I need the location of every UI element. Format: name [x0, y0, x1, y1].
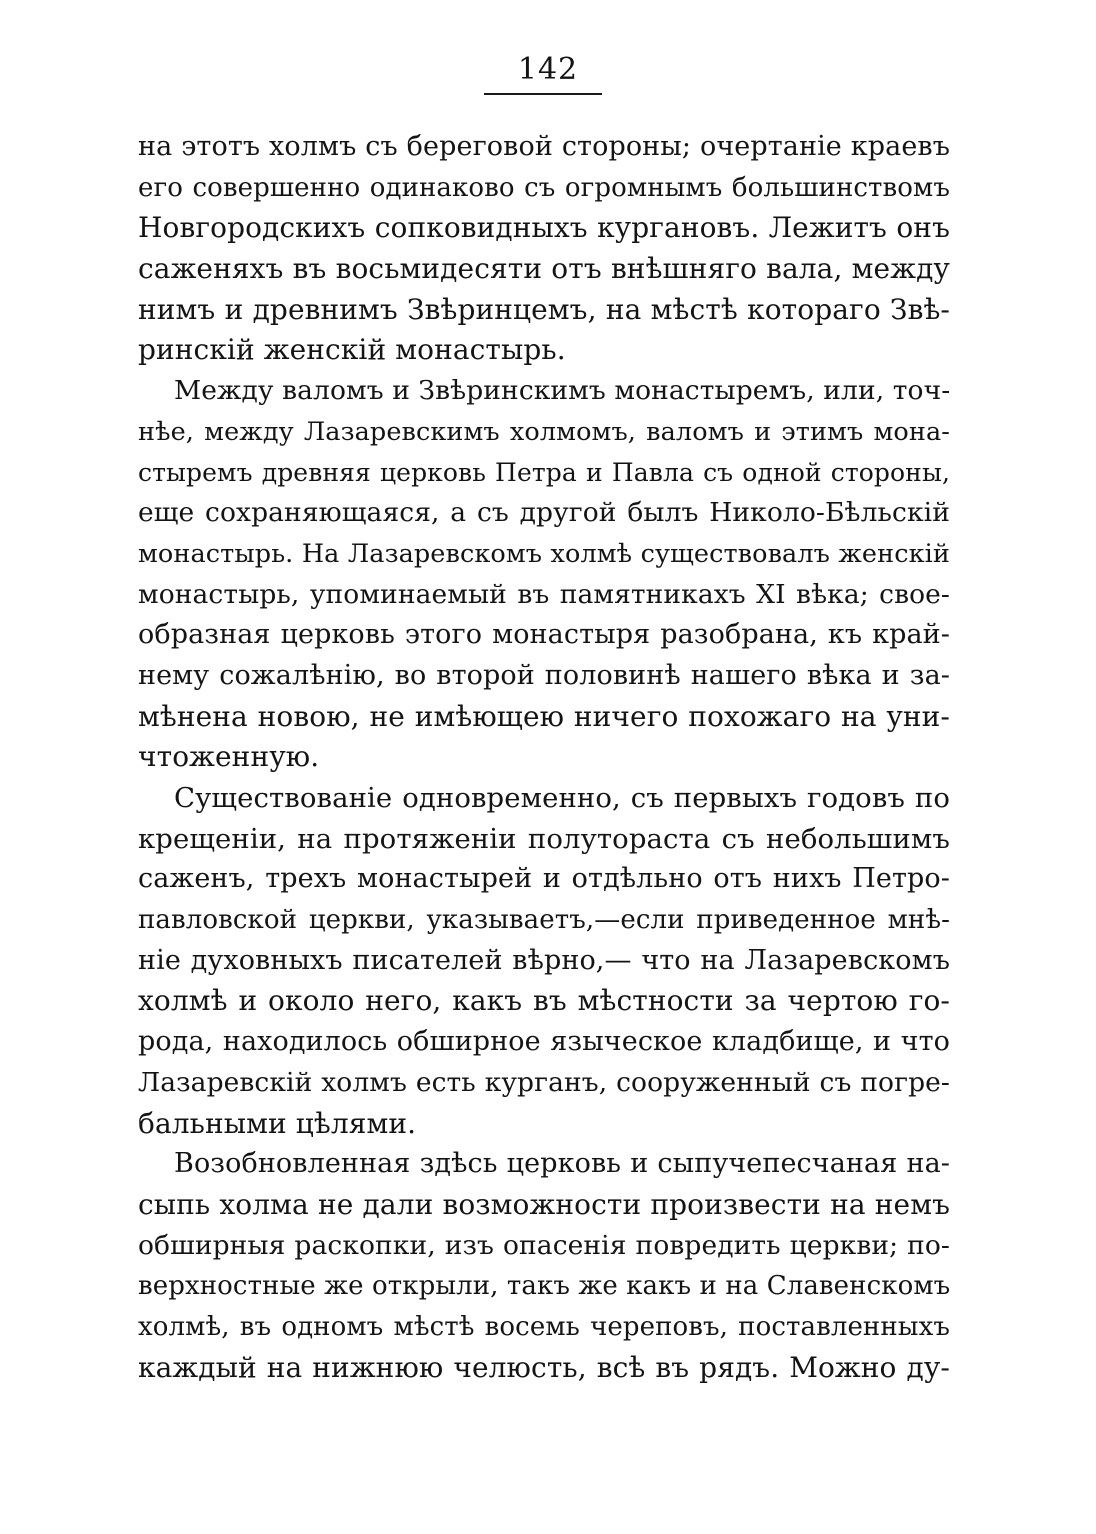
- text-line: чтоженную.: [138, 740, 320, 774]
- text-line: бальными цѣлями.: [138, 1106, 417, 1140]
- text-line: стыремъ древняя церковь Петра и Павла съ одной стороны,: [138, 457, 950, 487]
- text-line: холмѣ, въ одномъ мѣстѣ восемь череповъ, поставленныхъ: [138, 1311, 950, 1342]
- text-line: на этотъ холмъ съ береговой стороны; очертанiе краевъ: [138, 131, 950, 162]
- text-line: Существованiе одновременно, съ первыхъ годовъ по: [174, 782, 950, 814]
- text-line: еще сохраняющаяся, а съ другой былъ Николо-Бѣльскiй: [138, 497, 950, 529]
- text-line: Лазаревскiй холмъ есть курганъ, сооруженный съ погре-: [138, 1066, 950, 1098]
- text-line: нимъ и древнимъ Звѣринцемъ, на мѣстѣ котораго Звѣ-: [138, 292, 950, 326]
- text-line: монастырь. На Лазаревскомъ холмѣ существовалъ женскiй: [138, 538, 950, 569]
- text-line: саженяхъ въ восьмидесяти отъ внѣшняго вала, между: [138, 252, 950, 286]
- text-line: холмѣ и около него, какъ въ мѣстности за чертою го-: [138, 984, 950, 1018]
- body-text: [138, 127, 950, 1388]
- text-line: сыпь холма не дали возможности произвести на немъ: [138, 1187, 950, 1221]
- text-line: павловской церкви, указываетъ,—если приведенное мнѣ-: [138, 905, 950, 936]
- text-line: верхностные же открыли, такъ же какъ и на Славенскомъ: [138, 1271, 950, 1302]
- text-line: Между валомъ и Звѣринскимъ монастыремъ, или, точ-: [174, 375, 950, 407]
- text-line: Возобновленная здѣсь церковь и сыпучепесчаная на-: [174, 1148, 950, 1180]
- text-line: саженъ, трехъ монастырей и отдѣльно отъ нихъ Петро-: [138, 863, 950, 895]
- text-line: монастырь, упоминаемый въ памятникахъ XI вѣка; свое-: [138, 578, 950, 610]
- text-line: мѣнена новою, не имѣющею ничего похожаго на уни-: [138, 699, 950, 733]
- page-number: 142: [517, 52, 579, 87]
- text-line: его совершенно одинаково съ огромнымъ большинствомъ: [138, 172, 950, 203]
- text-line: нему сожалѣнiю, во второй половинѣ нашего вѣка и за-: [138, 659, 950, 691]
- text-line: каждый на нижнюю челюсть, всѣ въ рядъ. Можно ду-: [138, 1350, 950, 1384]
- text-line: обширныя раскопки, изъ опасенiя повредить церкви; по-: [138, 1229, 950, 1261]
- text-line: образная церковь этого монастыря разобрана, къ край-: [138, 619, 950, 651]
- text-line: Новгородскихъ сопковидныхъ кургановъ. Лежитъ онъ: [138, 211, 950, 245]
- text-line: нѣе, между Лазаревскимъ холмомъ, валомъ и этимъ мона-: [138, 416, 950, 447]
- text-line: рода, находилось обширное языческое кладбище, и что: [138, 1026, 950, 1058]
- text-line: ринскiй женскiй монастырь.: [138, 333, 566, 367]
- text-line: нiе духовныхъ писателей вѣрно,— что на Лазаревскомъ: [138, 944, 950, 976]
- text-line: крещенiи, на протяженiи полутораста съ небольшимъ: [138, 822, 950, 855]
- header-rule: [484, 93, 602, 95]
